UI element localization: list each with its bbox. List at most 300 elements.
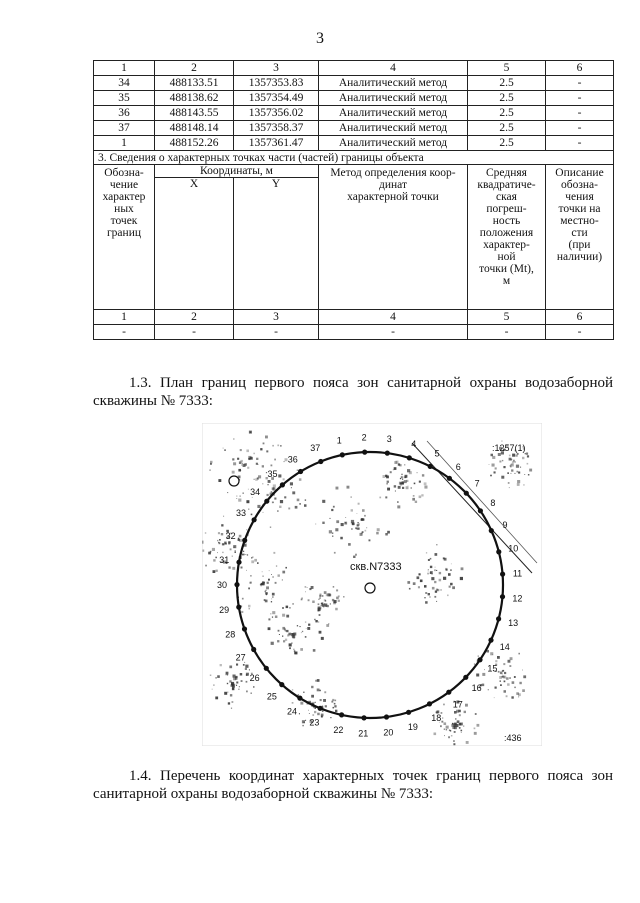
terrain-speck	[208, 552, 211, 555]
boundary-point-label: 7	[474, 478, 480, 489]
terrain-speck	[484, 669, 485, 670]
boundary-point-marker	[463, 675, 468, 680]
terrain-speck	[430, 558, 432, 560]
terrain-speck	[397, 501, 399, 503]
boundary-point-marker	[446, 690, 451, 695]
terrain-speck	[412, 498, 415, 501]
terrain-speck	[454, 711, 457, 714]
terrain-speck	[345, 517, 346, 518]
boundary-point-label: 3	[386, 433, 392, 444]
terrain-speck	[308, 599, 310, 601]
table-cell: 1357361.47	[234, 136, 319, 151]
boundary-point-label: 33	[235, 508, 247, 518]
terrain-speck	[299, 478, 302, 481]
terrain-speck	[474, 728, 476, 730]
terrain-speck	[272, 445, 274, 447]
boundary-point-marker	[407, 455, 412, 460]
terrain-speck	[502, 670, 503, 671]
table-cell: 37	[94, 121, 155, 136]
terrain-speck	[317, 689, 320, 692]
terrain-speck	[387, 481, 389, 483]
terrain-speck	[413, 582, 416, 585]
terrain-speck	[271, 601, 272, 602]
terrain-speck	[251, 514, 253, 516]
terrain-speck	[335, 608, 338, 611]
terrain-speck	[366, 527, 367, 528]
terrain-speck	[424, 585, 427, 588]
terrain-speck	[430, 572, 431, 573]
terrain-speck	[246, 691, 248, 693]
table-cell: 488138.62	[155, 91, 234, 106]
terrain-speck	[263, 443, 265, 445]
terrain-speck	[266, 586, 269, 589]
terrain-speck	[320, 699, 322, 701]
table-row	[94, 106, 614, 121]
terrain-speck	[245, 668, 247, 670]
terrain-speck	[332, 536, 333, 537]
terrain-speck	[218, 479, 221, 482]
terrain-speck	[246, 570, 247, 571]
terrain-speck	[369, 539, 371, 541]
terrain-speck	[295, 506, 298, 509]
boundary-point-label: 12	[512, 593, 523, 604]
terrain-speck	[502, 676, 504, 678]
terrain-speck	[321, 605, 322, 606]
terrain-speck	[504, 681, 506, 683]
terrain-speck	[232, 701, 234, 703]
table-cell: -	[546, 325, 614, 340]
terrain-speck	[230, 548, 232, 550]
terrain-speck	[236, 682, 238, 684]
terrain-speck	[241, 611, 243, 613]
terrain-speck	[482, 684, 485, 687]
plan-drawing	[202, 423, 542, 746]
terrain-speck	[506, 695, 508, 697]
terrain-speck	[448, 573, 451, 576]
terrain-speck	[441, 721, 443, 723]
terrain-speck	[291, 487, 292, 488]
col-designation: Обозна- чение характер ных точек границ	[94, 165, 155, 310]
terrain-speck	[232, 458, 234, 460]
terrain-speck	[336, 597, 339, 600]
terrain-speck	[270, 613, 271, 614]
terrain-speck	[228, 702, 230, 704]
terrain-speck	[305, 720, 306, 721]
terrain-speck	[262, 483, 263, 484]
terrain-speck	[265, 592, 267, 594]
terrain-speck	[420, 580, 423, 583]
table-cell: 1357356.02	[234, 106, 319, 121]
terrain-speck	[319, 597, 321, 599]
terrain-speck	[230, 694, 232, 696]
terrain-speck	[271, 574, 272, 575]
terrain-speck	[217, 552, 218, 553]
terrain-speck	[227, 674, 228, 675]
terrain-speck	[308, 624, 310, 626]
terrain-speck	[439, 572, 441, 574]
table-cell: 1	[94, 61, 155, 76]
terrain-speck	[435, 591, 437, 593]
terrain-speck	[239, 539, 242, 542]
boundary-point-marker	[297, 696, 302, 701]
table-cell: -	[546, 121, 614, 136]
terrain-speck	[228, 692, 229, 693]
terrain-speck	[508, 482, 510, 484]
terrain-speck	[219, 539, 221, 541]
terrain-speck	[336, 589, 338, 591]
terrain-speck	[365, 530, 367, 532]
terrain-speck	[297, 625, 298, 626]
terrain-speck	[262, 571, 263, 572]
terrain-speck	[321, 714, 324, 717]
terrain-speck	[297, 470, 299, 472]
terrain-speck	[305, 499, 306, 500]
terrain-speck	[317, 713, 320, 716]
terrain-speck	[275, 616, 278, 619]
terrain-speck	[272, 611, 275, 614]
terrain-speck	[241, 680, 243, 682]
terrain-speck	[408, 486, 409, 487]
terrain-speck	[490, 475, 492, 477]
terrain-speck	[268, 480, 271, 483]
terrain-speck	[478, 656, 479, 657]
section-title: 3. Сведения о характерных точках части (частей) границы объекта	[94, 151, 614, 165]
terrain-speck	[315, 620, 317, 622]
terrain-speck	[302, 725, 303, 726]
terrain-speck	[406, 480, 408, 482]
section-empty-row	[94, 325, 614, 340]
terrain-speck	[495, 687, 497, 689]
terrain-speck	[529, 469, 532, 472]
terrain-speck	[285, 567, 287, 569]
table-cell: 3	[234, 61, 319, 76]
table-cell: 5	[468, 61, 546, 76]
boundary-point-marker	[496, 616, 501, 621]
terrain-speck	[502, 460, 503, 461]
terrain-speck	[291, 634, 292, 635]
terrain-speck	[430, 566, 432, 568]
terrain-speck	[270, 527, 271, 528]
terrain-speck	[221, 524, 223, 526]
terrain-speck	[312, 714, 314, 716]
terrain-speck	[246, 681, 248, 683]
terrain-speck	[331, 509, 333, 511]
terrain-speck	[216, 570, 218, 572]
terrain-speck	[510, 464, 511, 465]
terrain-speck	[343, 596, 344, 597]
col-error: Средняя квадратиче- ская погреш- ность положения характер- ной точки (Mt), м	[468, 165, 546, 310]
terrain-speck	[285, 639, 287, 641]
boundary-point-marker	[447, 476, 452, 481]
terrain-speck	[274, 459, 276, 461]
terrain-speck	[305, 591, 306, 592]
terrain-speck	[258, 475, 261, 478]
table-cell: 1	[94, 136, 155, 151]
terrain-speck	[449, 586, 451, 588]
terrain-speck	[495, 660, 497, 662]
terrain-speck	[212, 689, 213, 690]
boundary-point-label: 11	[512, 568, 523, 579]
terrain-speck	[248, 588, 250, 590]
terrain-speck	[213, 684, 215, 686]
terrain-speck	[405, 475, 408, 478]
terrain-speck	[518, 697, 519, 698]
terrain-speck	[311, 586, 314, 589]
terrain-speck	[225, 674, 227, 676]
table-row	[94, 121, 614, 136]
terrain-speck	[248, 458, 250, 460]
terrain-speck	[267, 582, 269, 584]
terrain-speck	[361, 532, 363, 534]
terrain-speck	[504, 672, 506, 674]
terrain-speck	[437, 589, 439, 591]
terrain-speck	[217, 540, 218, 541]
terrain-speck	[414, 483, 416, 485]
terrain-speck	[268, 579, 270, 581]
terrain-speck	[511, 469, 513, 471]
terrain-speck	[466, 741, 469, 744]
terrain-speck	[258, 464, 259, 465]
table-cell: 2	[155, 310, 234, 325]
table-cell: 35	[94, 91, 155, 106]
terrain-speck	[219, 543, 221, 545]
terrain-speck	[334, 703, 336, 705]
terrain-speck	[271, 642, 274, 645]
terrain-speck	[213, 559, 215, 561]
table-cell: 1357358.37	[234, 121, 319, 136]
terrain-speck	[517, 471, 519, 473]
terrain-speck	[526, 453, 528, 455]
terrain-speck	[512, 461, 514, 463]
table-row	[94, 91, 614, 106]
terrain-speck	[289, 643, 292, 646]
boundary-point-label: 19	[407, 722, 418, 733]
terrain-speck	[355, 527, 357, 529]
terrain-speck	[448, 736, 450, 738]
terrain-speck	[422, 474, 424, 476]
terrain-speck	[450, 730, 451, 731]
well-label: скв.N7333	[350, 561, 402, 573]
terrain-speck	[404, 464, 405, 465]
terrain-speck	[335, 710, 337, 712]
terrain-speck	[273, 487, 275, 489]
terrain-speck	[482, 673, 485, 676]
table-cell: -	[546, 136, 614, 151]
terrain-speck	[253, 453, 255, 455]
boundary-point-label: 28	[225, 629, 236, 640]
terrain-speck	[300, 702, 303, 705]
terrain-speck	[329, 594, 331, 596]
terrain-speck	[409, 588, 411, 590]
terrain-speck	[457, 720, 460, 723]
terrain-speck	[240, 460, 243, 463]
terrain-speck	[523, 675, 526, 678]
terrain-speck	[315, 702, 316, 703]
terrain-speck	[519, 682, 521, 684]
terrain-speck	[284, 628, 286, 630]
terrain-speck	[288, 508, 290, 510]
terrain-speck	[333, 707, 335, 709]
terrain-speck	[233, 545, 236, 548]
terrain-speck	[518, 472, 520, 474]
table-cell: 2.5	[468, 91, 546, 106]
terrain-speck	[498, 671, 500, 673]
terrain-speck	[242, 492, 244, 494]
table-row	[94, 136, 614, 151]
terrain-speck	[243, 464, 246, 467]
terrain-speck	[306, 628, 307, 629]
terrain-speck	[508, 660, 511, 663]
terrain-speck	[235, 677, 238, 680]
table-row	[94, 76, 614, 91]
table-cell: 488133.51	[155, 76, 234, 91]
terrain-speck	[332, 699, 334, 701]
boundary-point-marker	[489, 528, 494, 533]
terrain-speck	[362, 509, 365, 512]
terrain-speck	[514, 676, 516, 678]
terrain-speck	[511, 459, 513, 461]
terrain-speck	[401, 474, 402, 475]
terrain-speck	[432, 587, 435, 590]
terrain-speck	[491, 454, 494, 457]
boundary-point-label: 16	[471, 683, 482, 694]
terrain-speck	[241, 464, 242, 465]
terrain-speck	[503, 466, 505, 468]
terrain-speck	[459, 714, 461, 716]
terrain-speck	[272, 502, 274, 504]
terrain-speck	[461, 730, 463, 732]
terrain-speck	[524, 474, 525, 475]
boundary-point-label: 30	[216, 580, 228, 591]
table-header-row	[94, 61, 614, 76]
terrain-speck	[476, 674, 479, 677]
table-cell: -	[546, 91, 614, 106]
terrain-speck	[501, 476, 504, 479]
terrain-speck	[301, 632, 302, 633]
boundary-point-label: 15	[487, 663, 498, 674]
terrain-speck	[514, 687, 516, 689]
terrain-speck	[341, 523, 344, 526]
terrain-speck	[299, 503, 301, 505]
terrain-speck	[326, 624, 329, 627]
table-cell: 1357354.49	[234, 91, 319, 106]
terrain-speck	[236, 685, 237, 686]
paragraph-coordinates-heading: 1.4. Перечень координат характерных точек границ первого пояса зон санитарной охраны водозаборной скважины № 7333:	[93, 768, 613, 802]
terrain-speck	[358, 503, 360, 505]
terrain-speck	[246, 500, 249, 503]
boundary-point-label: 25	[266, 691, 277, 702]
terrain-speck	[383, 475, 386, 478]
table-cell: 2.5	[468, 106, 546, 121]
terrain-speck	[286, 606, 289, 609]
boundary-point-label: 21	[358, 728, 369, 739]
terrain-speck	[318, 599, 319, 600]
terrain-speck	[461, 567, 464, 570]
terrain-speck	[234, 547, 235, 548]
terrain-speck	[314, 711, 316, 713]
terrain-speck	[321, 637, 324, 640]
terrain-speck	[351, 509, 353, 511]
terrain-speck	[322, 603, 323, 604]
terrain-speck	[325, 705, 327, 707]
terrain-speck	[305, 636, 307, 638]
terrain-speck	[444, 729, 445, 730]
terrain-speck	[451, 735, 453, 737]
terrain-speck	[267, 484, 268, 485]
terrain-speck	[279, 506, 281, 508]
boundary-point-marker	[242, 538, 247, 543]
terrain-speck	[525, 453, 526, 454]
terrain-speck	[436, 544, 437, 545]
terrain-speck	[394, 467, 397, 470]
terrain-speck	[315, 524, 316, 525]
terrain-speck	[421, 494, 423, 496]
terrain-speck	[280, 445, 282, 447]
terrain-speck	[273, 484, 276, 487]
terrain-speck	[444, 735, 445, 736]
terrain-speck	[324, 591, 327, 594]
boundary-point-marker	[500, 572, 505, 577]
terrain-speck	[231, 708, 232, 709]
boundary-point-label: 26	[249, 673, 260, 684]
terrain-speck	[304, 504, 307, 507]
terrain-speck	[250, 575, 252, 577]
terrain-speck	[340, 537, 343, 540]
terrain-speck	[220, 664, 222, 666]
table-cell: 2.5	[468, 136, 546, 151]
boundary-point-label: 36	[287, 454, 298, 465]
terrain-speck	[489, 464, 490, 465]
terrain-speck	[447, 595, 449, 597]
boundary-point-label: 4	[411, 439, 417, 450]
terrain-speck	[272, 593, 275, 596]
terrain-speck	[263, 512, 264, 513]
terrain-speck	[510, 473, 511, 474]
terrain-speck	[511, 696, 513, 698]
boundary-point-marker	[251, 647, 256, 652]
terrain-speck	[265, 436, 268, 439]
terrain-speck	[390, 471, 392, 473]
table-cell: Аналитический метод	[319, 106, 468, 121]
terrain-speck	[246, 450, 249, 453]
terrain-speck	[277, 640, 279, 642]
terrain-speck	[222, 543, 224, 545]
terrain-speck	[511, 464, 514, 467]
terrain-speck	[446, 569, 448, 571]
terrain-speck	[236, 498, 237, 499]
terrain-speck	[268, 627, 271, 630]
terrain-speck	[335, 700, 337, 702]
boundary-point-marker	[264, 666, 269, 671]
boundary-point-label: 20	[383, 727, 394, 738]
terrain-speck	[528, 474, 530, 476]
col-description: Описание обозна- чения точки на местно- сти (при наличии)	[546, 165, 614, 310]
terrain-speck	[302, 631, 303, 632]
boundary-point-label: 34	[250, 487, 261, 498]
boundary-points-table	[93, 60, 614, 340]
terrain-speck	[475, 713, 477, 715]
terrain-speck	[283, 640, 285, 642]
terrain-speck	[215, 677, 217, 679]
terrain-speck	[517, 453, 519, 455]
terrain-speck	[334, 552, 336, 554]
terrain-speck	[240, 470, 241, 471]
terrain-speck	[206, 533, 207, 534]
terrain-speck	[322, 595, 324, 597]
terrain-speck	[385, 475, 387, 477]
page-number: 3	[316, 30, 324, 47]
boundary-point-marker	[362, 450, 367, 455]
